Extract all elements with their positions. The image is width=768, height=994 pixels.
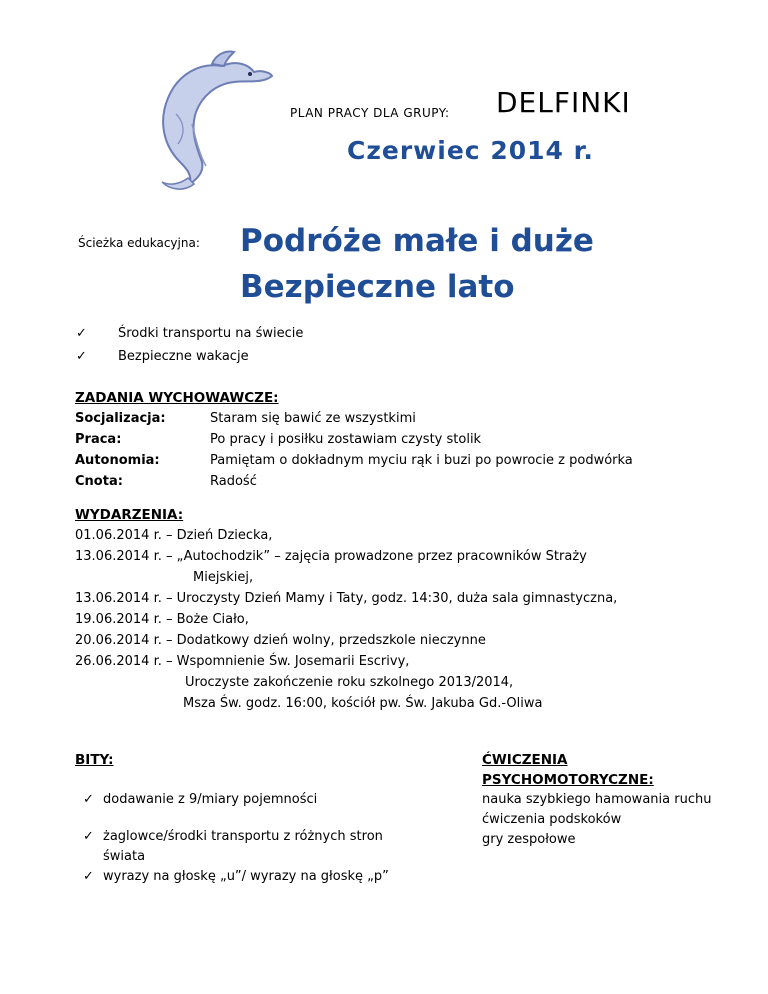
task-key: Praca: [75, 432, 122, 447]
events-title: WYDARZENIA: [75, 507, 184, 523]
path-title-line-2: Bezpieczne lato [240, 269, 515, 305]
plan-label: PLAN PRACY DLA GRUPY: [290, 106, 450, 120]
tasks-section [75, 389, 633, 492]
bity-title: BITY: [75, 752, 114, 768]
check-icon: ✓ [83, 792, 94, 807]
events-section [75, 506, 735, 714]
check-icon: ✓ [83, 869, 94, 884]
exercise-item: ćwiczenia podskoków [482, 812, 622, 827]
event-line: Miejskiej, [193, 570, 254, 585]
topic-item [76, 322, 303, 345]
event-line: 13.06.2014 r. – „Autochodzik” – zajęcia prowadzone przez pracowników Straży [75, 549, 587, 564]
event-line: 13.06.2014 r. – Uroczysty Dzień Mamy i Taty, godz. 14:30, duża sala gimnastyczna, [75, 591, 618, 606]
check-icon: ✓ [76, 349, 87, 364]
bity-item [83, 827, 393, 867]
topic-label: Środki transportu na świecie [118, 326, 304, 341]
event-line: 26.06.2014 r. – Wspomnienie Św. Josemarii Escrivy, [75, 654, 410, 669]
exercise-item: nauka szybkiego hamowania ruchu [482, 792, 712, 807]
bity-section [75, 750, 455, 887]
event-line: 19.06.2014 r. – Boże Ciało, [75, 612, 249, 627]
bity-label: wyrazy na głoskę „u”/ wyrazy na głoskę „p” [103, 869, 389, 884]
bity-item [83, 790, 455, 810]
task-key: Socjalizacja: [75, 411, 166, 426]
task-value: Pamiętam o dokładnym myciu rąk i buzi po powrocie z podwórka [210, 453, 633, 468]
bity-label: żaglowce/środki transportu z różnych stron świata [103, 829, 383, 864]
task-key: Cnota: [75, 474, 123, 489]
path-label: Ścieżka edukacyjna: [78, 236, 200, 250]
group-name: DELFINKI [496, 86, 631, 119]
exercises-title-line-2: PSYCHOMOTORYCZNE: [482, 772, 654, 788]
event-line: 01.06.2014 r. – Dzień Dziecka, [75, 528, 273, 543]
exercises-title-line-1: ĆWICZENIA [482, 752, 568, 768]
task-value: Radość [210, 474, 257, 489]
exercise-item: gry zespołowe [482, 832, 576, 847]
event-line: Msza Św. godz. 16:00, kościół pw. Św. Jakuba Gd.-Oliwa [183, 696, 543, 711]
topic-list [76, 322, 303, 368]
check-icon: ✓ [76, 326, 87, 341]
event-line: Uroczyste zakończenie roku szkolnego 2013/2014, [185, 675, 514, 690]
task-row [75, 471, 633, 492]
tasks-title: ZADANIA WYCHOWAWCZE: [75, 390, 279, 406]
task-value: Staram się bawić ze wszystkimi [210, 411, 416, 426]
check-icon: ✓ [83, 829, 94, 844]
task-row [75, 450, 633, 471]
task-row [75, 408, 633, 429]
topic-label: Bezpieczne wakacje [118, 349, 249, 364]
task-row [75, 429, 633, 450]
topic-item [76, 345, 303, 368]
task-key: Autonomia: [75, 453, 160, 468]
bity-label: dodawanie z 9/miary pojemności [103, 792, 318, 807]
exercises-section [482, 750, 732, 850]
path-title [240, 218, 594, 310]
bity-item [83, 867, 455, 887]
path-title-line-1: Podróże małe i duże [240, 223, 594, 259]
dolphin-illustration [130, 14, 290, 194]
event-line: 20.06.2014 r. – Dodatkowy dzień wolny, przedszkole nieczynne [75, 633, 486, 648]
task-value: Po pracy i posiłku zostawiam czysty stolik [210, 432, 482, 447]
month-title: Czerwiec 2014 r. [347, 136, 594, 165]
